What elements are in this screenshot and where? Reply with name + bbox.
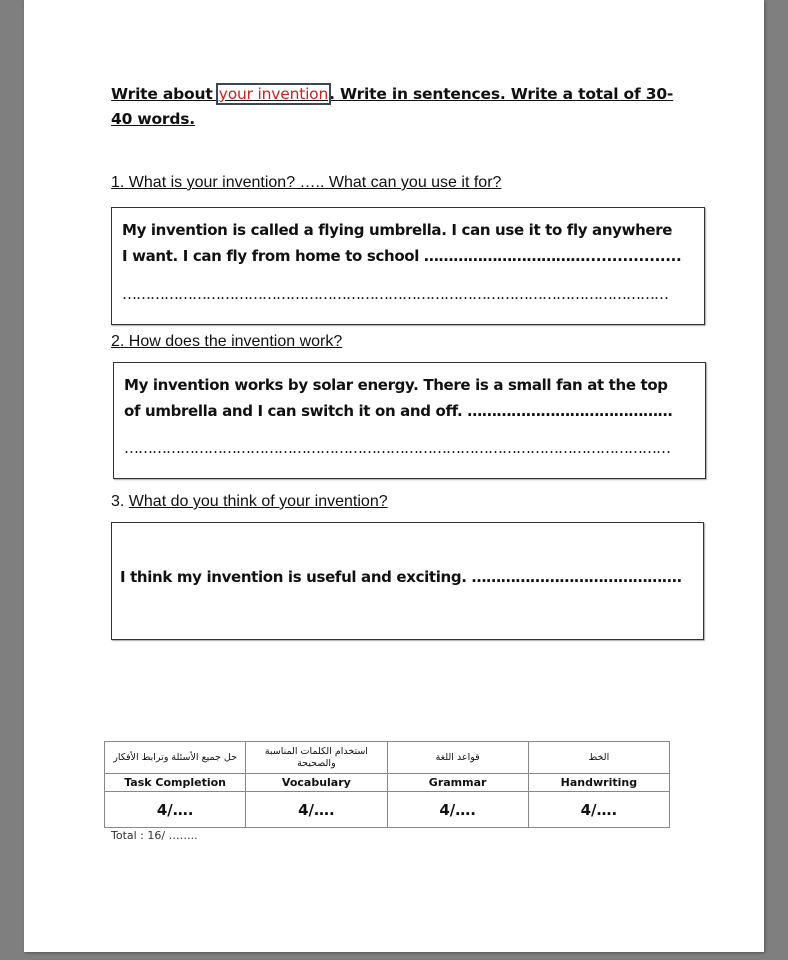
- question-2-text: How does the invention work?: [128, 333, 343, 350]
- question-3: [111, 493, 388, 511]
- rubric-arabic-vocabulary: استخدام الكلمات المناسبة والصحيحة: [246, 742, 387, 774]
- rubric-label-handwriting: Handwriting: [528, 774, 669, 792]
- instruction-highlight: your invention: [218, 85, 329, 103]
- answer-2-line-1: My invention works by solar energy. There is a small fan at the top: [124, 376, 668, 394]
- total-score: Total : 16/ ……..: [111, 829, 198, 842]
- rubric-arabic-handwriting: الخط: [528, 742, 669, 774]
- answer-1-line-3: ………………………………………………………………………………………………………: [122, 285, 668, 303]
- rubric-arabic-row: [105, 742, 670, 774]
- rubric-label-grammar: Grammar: [387, 774, 528, 792]
- rubric-table: [104, 741, 670, 828]
- score-grammar[interactable]: 4/….: [387, 792, 528, 828]
- score-handwriting[interactable]: 4/….: [528, 792, 669, 828]
- answer-2-line-3: ………………………………………………………………………………………………………: [124, 439, 670, 457]
- question-3-number: 3.: [111, 493, 125, 510]
- rubric-score-row: [105, 792, 670, 828]
- answer-2-line-2: of umbrella and I can switch it on and off. ……………………………………: [124, 402, 673, 420]
- question-1: [111, 174, 501, 192]
- answer-3-line-1: I think my invention is useful and exciting. …………………………………….: [120, 568, 682, 586]
- instruction-text-start: Write about: [111, 85, 218, 103]
- score-vocabulary[interactable]: 4/….: [246, 792, 387, 828]
- rubric-arabic-task-completion: حل جميع الأسئلة وترابط الأفكار: [105, 742, 246, 774]
- rubric-label-task-completion: Task Completion: [105, 774, 246, 792]
- question-1-text: What is your invention? ….. What can you use it for?: [128, 174, 502, 191]
- answer-box-1[interactable]: [111, 207, 705, 325]
- answer-1-line-2: I want. I can fly from home to school ……………………………..................: [122, 247, 682, 265]
- rubric-english-row: [105, 774, 670, 792]
- question-3-text: What do you think of your invention?: [128, 493, 388, 510]
- rubric-label-vocabulary: Vocabulary: [246, 774, 387, 792]
- rubric-arabic-grammar: قواعد اللغة: [387, 742, 528, 774]
- answer-box-2[interactable]: [113, 362, 706, 479]
- answer-1-line-1: My invention is called a flying umbrella. I can use it to fly anywhere: [122, 221, 673, 239]
- instruction-heading: [111, 82, 691, 132]
- answer-box-3[interactable]: [111, 522, 704, 640]
- question-2-number: 2.: [111, 333, 125, 350]
- question-1-number: 1.: [111, 174, 125, 191]
- worksheet-page: [24, 0, 764, 952]
- instruction-text-end: . Write in sentences. Write a total of 30-40 words.: [111, 85, 674, 128]
- question-2: [111, 333, 342, 351]
- score-task-completion[interactable]: 4/….: [105, 792, 246, 828]
